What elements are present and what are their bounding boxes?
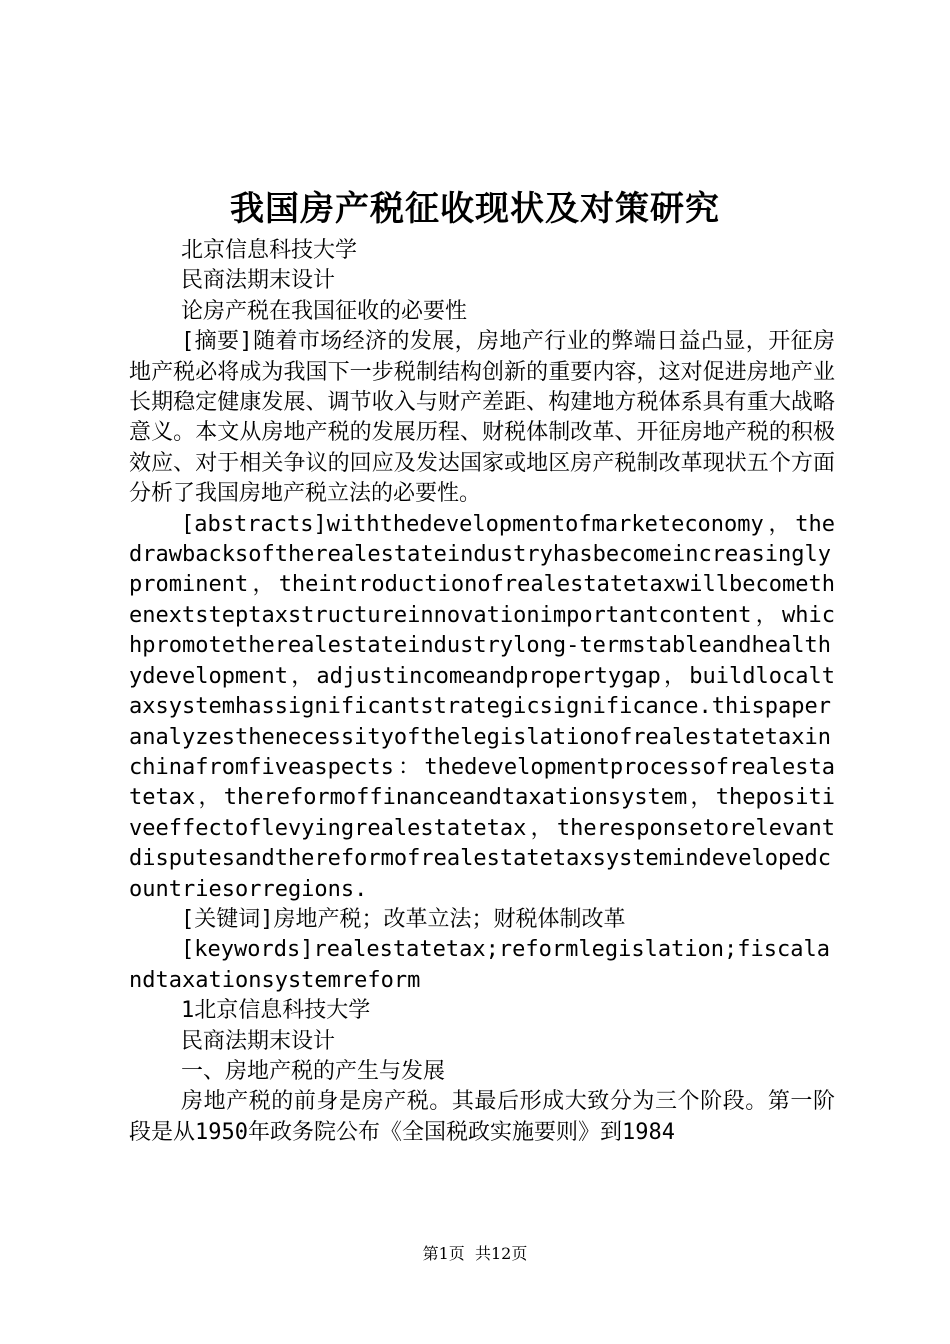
paragraph-university-2: 1北京信息科技大学 — [181, 998, 371, 1024]
page-number: 第1页 — [422, 1244, 465, 1263]
page-total: 共12页 — [474, 1244, 528, 1263]
paragraph-course: 民商法期末设计 — [181, 268, 336, 294]
paragraph-subtitle: 论房产税在我国征收的必要性 — [181, 298, 468, 324]
document-title: 我国房产税征收现状及对策研究 — [230, 189, 720, 229]
paragraph-history: 房地产税的前身是房产税。其最后形成大致分为三个阶段。第一阶段是从1950年政务院公布《全国税政实施要则》到1984 — [129, 1089, 835, 1145]
paragraph-abstract-cn: [摘要]随着市场经济的发展，房地产行业的弊端日益凸显，开征房地产税必将成为我国下一步税制结构创新的重要内容，这对促进房地产业长期稳定健康发展、调节收入与财产差距、构建地方税体系具有重大战略意义。本文从房地产税的发展历程、财税体制改革、开征房地产税的积极效应、对于相关争议的回应及发达国家或地区房产税制改革现状五个方面分析了我国房地产税立法的必要性。 — [129, 329, 835, 507]
paragraph-abstract-en: [abstracts]withthedevelopmentofmarketeconomy，thedrawbacksoftherealestateindustryhasbecomeincreasinglyprominent，theintroductionofrealestatetaxwillbecomethenextsteptaxstructureinnovationimportantcontent，whichpromotetherealestateindustrylong-termstableandhealthydevelopment，adjustincomeandpropertygap，buildlocaltaxsystemhassignificantstrategicsignificance.thispaperanalyzesthenecessityofthelegislationofrealestatetaxinchinafromfiveaspects：thedevelopmentprocessofrealestatetax，thereformoffinanceandtaxationsystem，thepositiveeffectoflevyingrealestatetax，theresponsetorelevantdisputesandthereformofrealestatetaxsystemindevelopedcountriesorregions. — [129, 511, 835, 902]
paragraph-course-2: 民商法期末设计 — [181, 1028, 336, 1054]
paragraph-keywords-en: [keywords]realestatetax;reformlegislation;fiscalandtaxationsystemreform — [129, 937, 831, 993]
document-body — [129, 236, 835, 1148]
paragraph-university: 北京信息科技大学 — [181, 238, 358, 263]
paragraph-keywords-cn: [关键词]房地产税；改革立法；财税体制改革 — [181, 906, 626, 932]
page-footer — [0, 1243, 950, 1265]
section-heading: 一、房地产税的产生与发展 — [181, 1058, 446, 1084]
